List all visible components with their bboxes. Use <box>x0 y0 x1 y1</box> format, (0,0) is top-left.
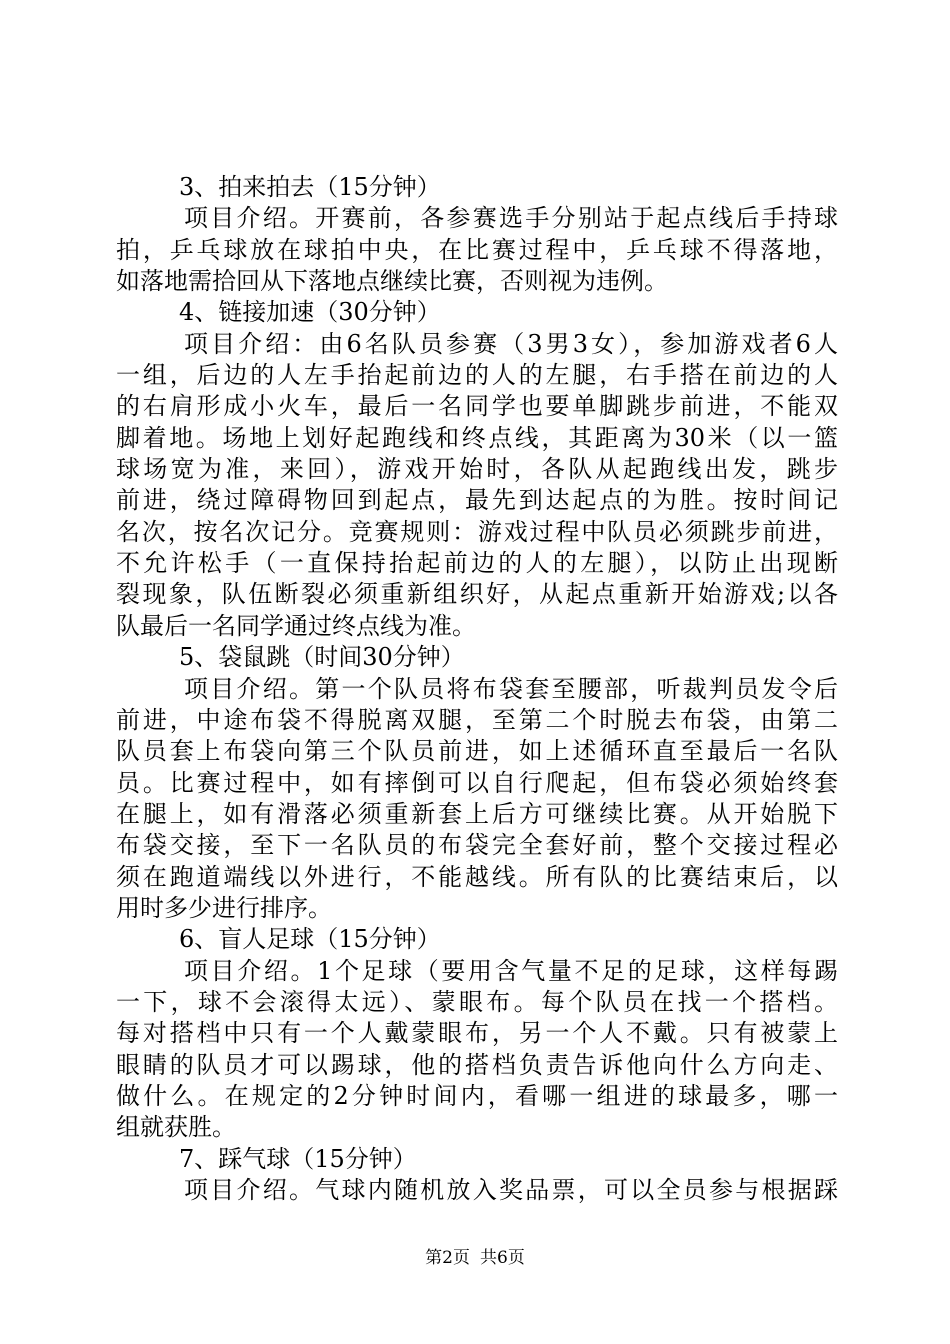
paragraph-line: 用时多少进行排序。 <box>116 893 332 922</box>
paragraph-line: 脚着地。场地上划好起跑线和终点线，其距离为30米（以一篮 <box>116 423 838 452</box>
paragraph-line: 不允许松手（一直保持抬起前边的人的左腿），以防止出现断 <box>116 549 838 578</box>
paragraph-line: 布袋交接，至下一名队员的布袋完全套好前，整个交接过程必 <box>116 831 838 860</box>
paragraph-line: 如落地需拾回从下落地点继续比赛，否则视为违例。 <box>116 267 668 296</box>
section-heading: 6、盲人足球（15分钟） <box>179 925 441 954</box>
paragraph-line: 球场宽为准，来回），游戏开始时，各队从起跑线出发，跳步 <box>116 455 838 484</box>
paragraph-line: 做什么。在规定的2分钟时间内，看哪一组进的球最多，哪一 <box>116 1081 838 1110</box>
paragraph-line: 的右肩形成小火车，最后一名同学也要单脚跳步前进，不能双 <box>116 392 838 421</box>
paragraph-line: 裂现象，队伍断裂必须重新组织好，从起点重新开始游戏;以各 <box>116 580 838 609</box>
paragraph-line: 在腿上，如有滑落必须重新套上后方可继续比赛。从开始脱下 <box>116 799 838 828</box>
page-number: 第2页 <box>425 1248 470 1268</box>
paragraph-line: 队最后一名同学通过终点线为准。 <box>116 611 476 640</box>
page-total: 共6页 <box>480 1248 525 1268</box>
paragraph-line: 一下，球不会滚得太远）、蒙眼布。每个队员在找一个搭档。 <box>116 987 838 1016</box>
paragraph-line: 队员套上布袋向第三个队员前进，如上述循环直至最后一名队 <box>116 737 838 766</box>
paragraph-line: 项目介绍。1个足球（要用含气量不足的足球，这样每踢 <box>184 956 838 985</box>
page-footer <box>0 1243 950 1268</box>
paragraph-line: 项目介绍。第一个队员将布袋套至腰部，听裁判员发令后 <box>184 674 838 703</box>
paragraph-line: 前进，绕过障碍物回到起点，最先到达起点的为胜。按时间记 <box>116 486 838 515</box>
paragraph-line: 前进，中途布袋不得脱离双腿，至第二个时脱去布袋，由第二 <box>116 705 838 734</box>
paragraph-line: 项目介绍：由6名队员参赛（3男3女），参加游戏者6人 <box>184 329 838 358</box>
document-body <box>116 172 838 1206</box>
paragraph-line: 名次，按名次记分。竞赛规则：游戏过程中队员必须跳步前进， <box>116 517 838 546</box>
section-heading: 3、拍来拍去（15分钟） <box>179 173 441 201</box>
paragraph-line: 每对搭档中只有一个人戴蒙眼布，另一个人不戴。只有被蒙上 <box>116 1019 838 1048</box>
section-heading: 5、袋鼠跳（时间30分钟） <box>179 643 465 672</box>
section-heading: 7、踩气球（15分钟） <box>179 1144 417 1173</box>
paragraph-line: 须在跑道端线以外进行，不能越线。所有队的比赛结束后，以 <box>116 862 838 891</box>
paragraph-line: 组就获胜。 <box>116 1113 236 1142</box>
section-heading: 4、链接加速（30分钟） <box>179 298 441 327</box>
paragraph-line: 项目介绍。气球内随机放入奖品票，可以全员参与根据踩 <box>184 1176 838 1204</box>
paragraph-line: 一组，后边的人左手抬起前边的人的左腿，右手搭在前边的人 <box>116 361 838 390</box>
paragraph-line: 眼睛的队员才可以踢球，他的搭档负责告诉他向什么方向走、 <box>116 1050 838 1079</box>
paragraph-line: 员。比赛过程中，如有摔倒可以自行爬起，但布袋必须始终套 <box>116 768 838 797</box>
paragraph-line: 拍，乒乓球放在球拍中央，在比赛过程中，乒乓球不得落地， <box>116 235 838 264</box>
paragraph-line: 项目介绍。开赛前，各参赛选手分别站于起点线后手持球 <box>184 204 838 233</box>
